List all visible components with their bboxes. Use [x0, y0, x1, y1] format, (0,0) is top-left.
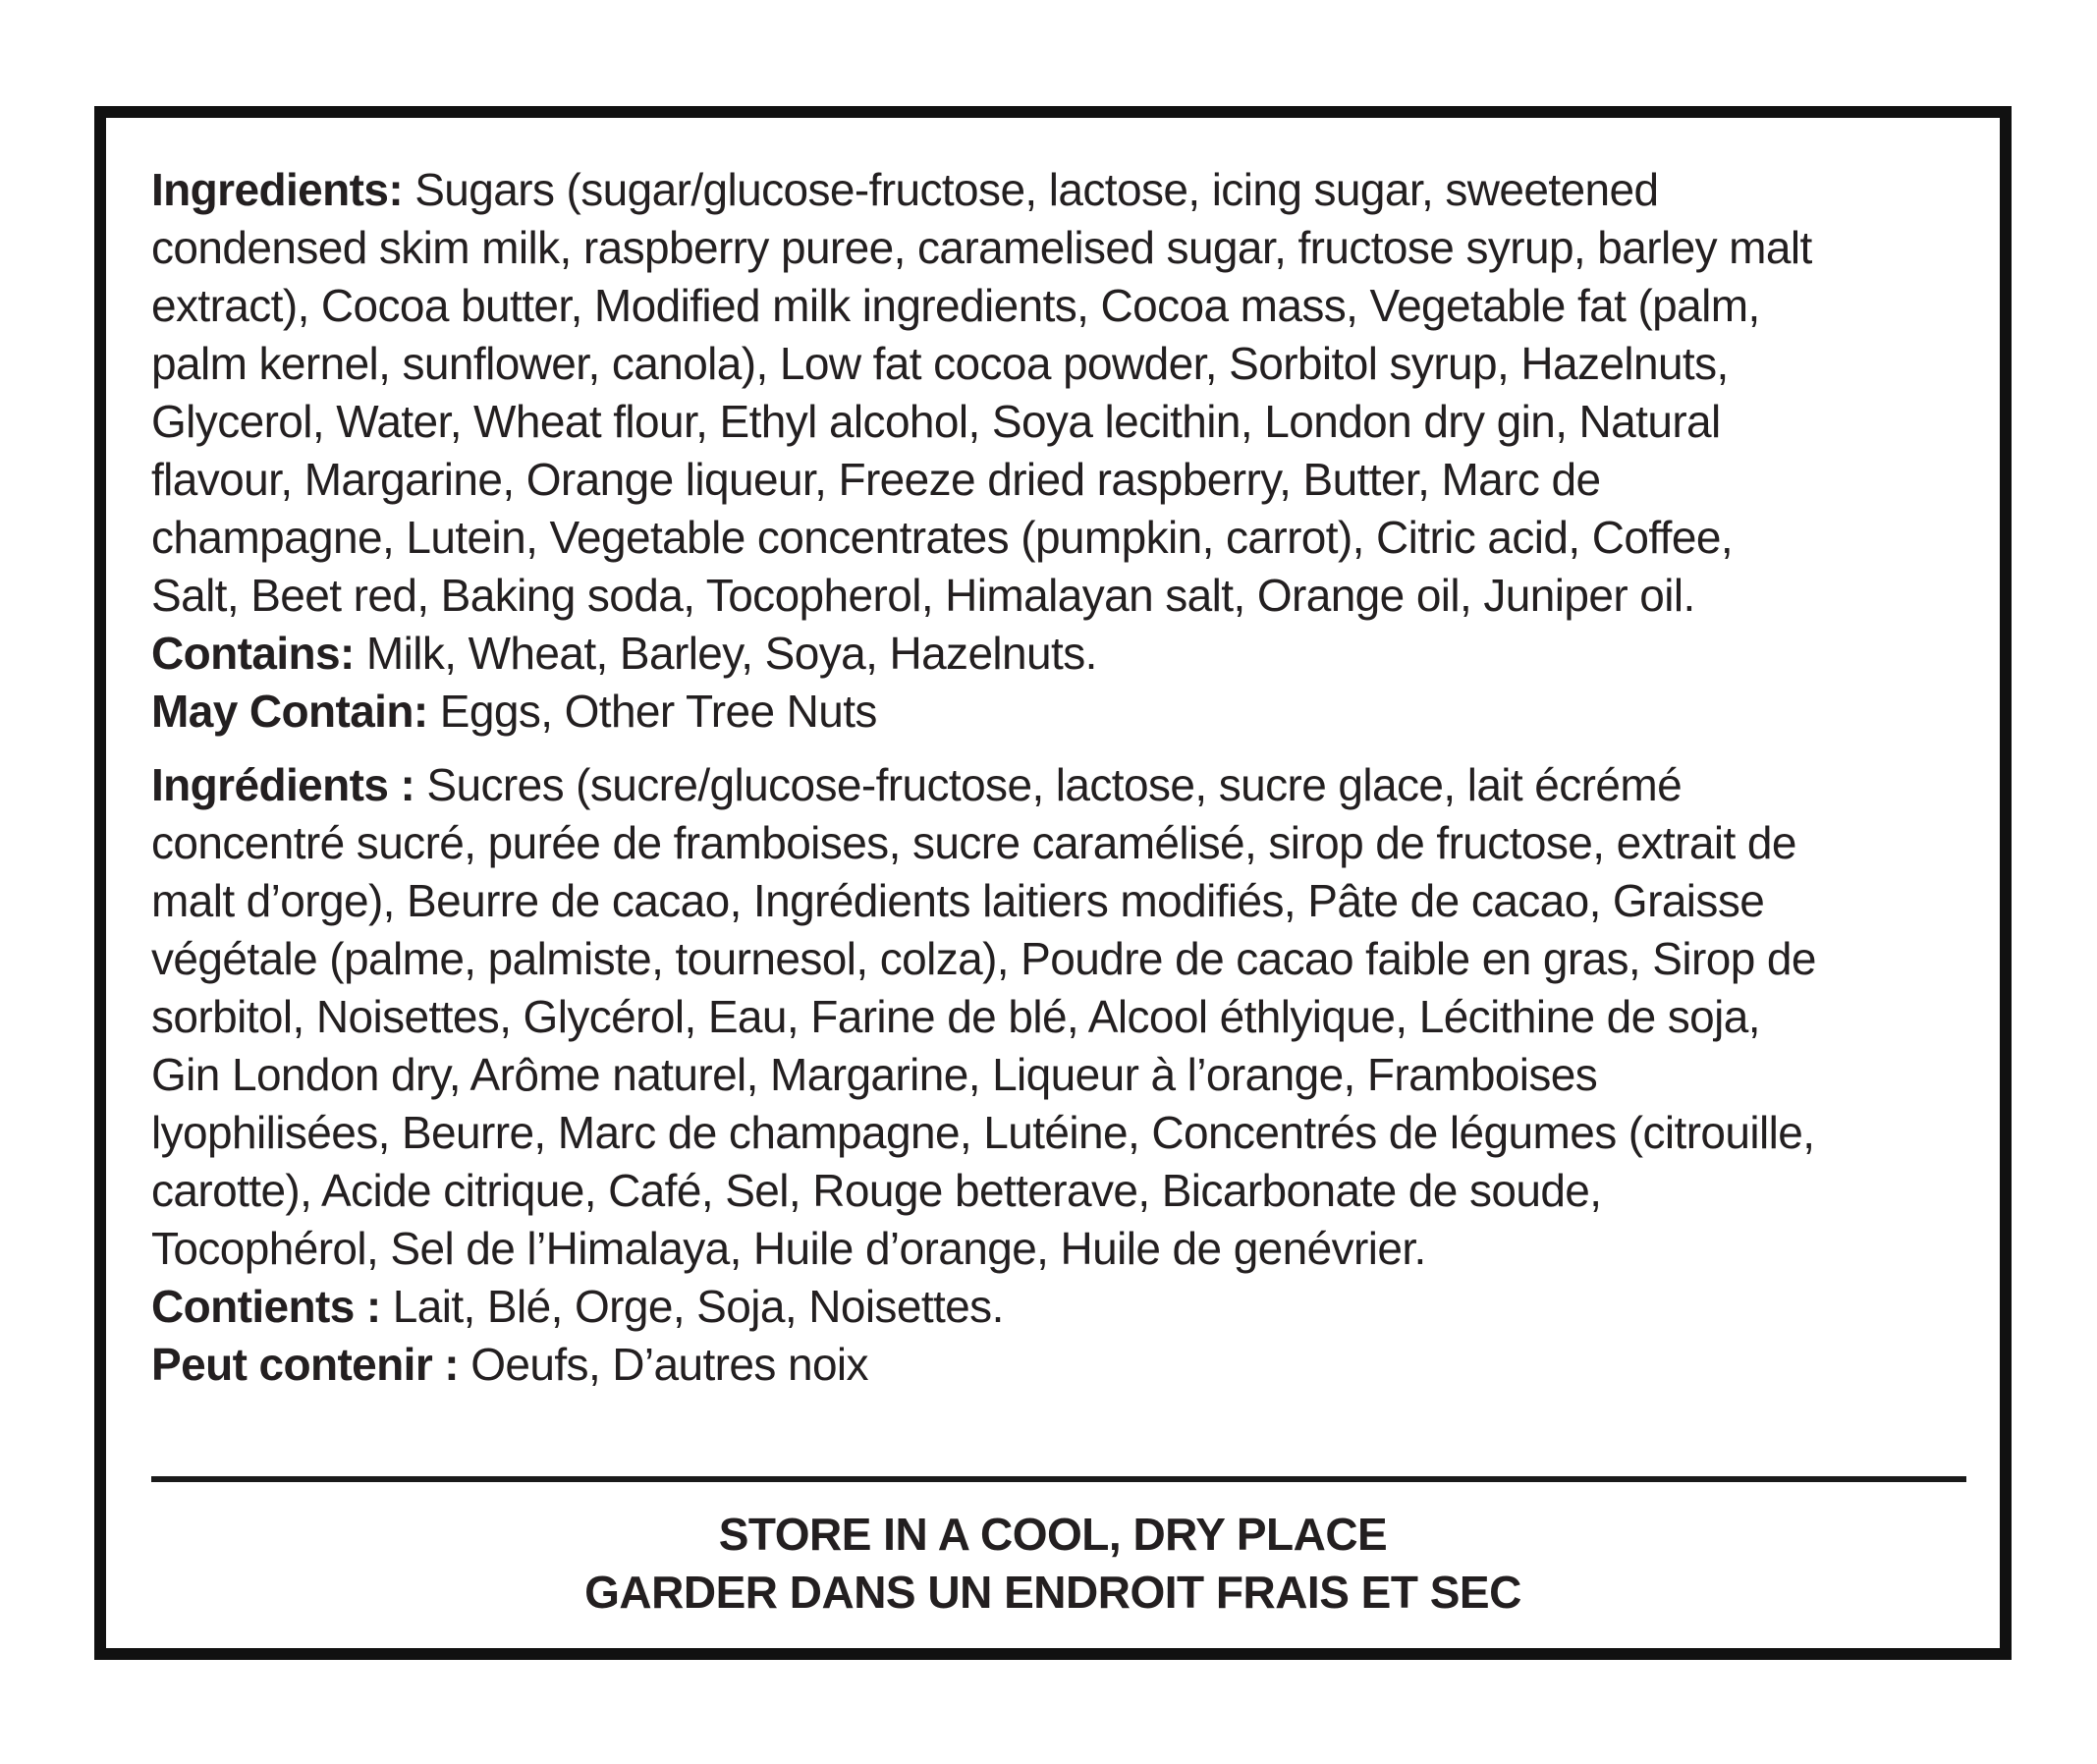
may-contain-heading: May Contain: [151, 686, 428, 737]
ingredients-text: Sugars (sugar/glucose-fructose, lactose, icing sugar, sweetened [403, 164, 1659, 215]
ingredients-line: concentré sucré, purée de framboises, sucre caramélisé, sirop de fructose, extrait de [151, 817, 1796, 868]
ingredients-line: palm kernel, sunflower, canola), Low fat cocoa powder, Sorbitol syrup, Hazelnuts, [151, 338, 1729, 389]
ingredients-line: extract), Cocoa butter, Modified milk ingredients, Cocoa mass, Vegetable fat (palm, [151, 280, 1760, 331]
contains-line [151, 1278, 2008, 1336]
ingredients-line: champagne, Lutein, Vegetable concentrates (pumpkin, carrot), Citric acid, Coffee, [151, 512, 1734, 563]
may-contain-line [151, 683, 2008, 741]
french-ingredients-section [151, 756, 2008, 1394]
storage-instruction-english: STORE IN A COOL, DRY PLACE [718, 1509, 1388, 1560]
ingredients-line [151, 161, 2008, 219]
english-ingredients-section [151, 161, 2008, 741]
may-contain-heading: Peut contenir : [151, 1339, 460, 1390]
ingredients-line: condensed skim milk, raspberry puree, caramelised sugar, fructose syrup, barley malt [151, 222, 1812, 273]
ingredients-line: végétale (palme, palmiste, tournesol, colza), Poudre de cacao faible en gras, Sirop de [151, 933, 1816, 984]
ingredient-label [94, 106, 2012, 1660]
contains-heading: Contains: [151, 628, 355, 679]
ingredients-line: carotte), Acide citrique, Café, Sel, Rouge betterave, Bicarbonate de soude, [151, 1165, 1602, 1216]
may-contain-line [151, 1336, 2008, 1394]
ingredients-line: malt d’orge), Beurre de cacao, Ingrédients laitiers modifiés, Pâte de cacao, Graisse [151, 875, 1765, 926]
storage-instruction-french: GARDER DANS UN ENDROIT FRAIS ET SEC [584, 1567, 1521, 1618]
ingredients-line: Tocophérol, Sel de l’Himalaya, Huile d’orange, Huile de genévrier. [151, 1223, 1426, 1274]
storage-instructions [106, 1506, 2000, 1622]
ingredients-line: lyophilisées, Beurre, Marc de champagne, Lutéine, Concentrés de légumes (citrouille, [151, 1107, 1815, 1158]
ingredients-line: Gin London dry, Arôme naturel, Margarine, Liqueur à l’orange, Framboises [151, 1049, 1598, 1100]
contains-text: Milk, Wheat, Barley, Soya, Hazelnuts. [354, 628, 1097, 679]
contains-heading: Contients : [151, 1281, 381, 1332]
ingredients-heading: Ingrédients : [151, 759, 415, 810]
ingredients-line: Glycerol, Water, Wheat flour, Ethyl alcohol, Soya lecithin, London dry gin, Natural [151, 396, 1721, 447]
ingredients-line: sorbitol, Noisettes, Glycérol, Eau, Farine de blé, Alcool éthlyique, Lécithine de soja, [151, 991, 1760, 1042]
ingredients-line: Salt, Beet red, Baking soda, Tocopherol, Himalayan salt, Orange oil, Juniper oil. [151, 570, 1695, 621]
may-contain-text: Oeufs, D’autres noix [459, 1339, 868, 1390]
ingredients-heading: Ingredients: [151, 164, 404, 215]
section-divider [151, 1476, 1966, 1482]
contains-line [151, 625, 2008, 683]
ingredients-line [151, 756, 2008, 814]
may-contain-text: Eggs, Other Tree Nuts [427, 686, 877, 737]
ingredients-text: Sucres (sucre/glucose-fructose, lactose, sucre glace, lait écrémé [414, 759, 1683, 810]
contains-text: Lait, Blé, Orge, Soja, Noisettes. [380, 1281, 1004, 1332]
ingredients-line: flavour, Margarine, Orange liqueur, Freeze dried raspberry, Butter, Marc de [151, 454, 1601, 505]
